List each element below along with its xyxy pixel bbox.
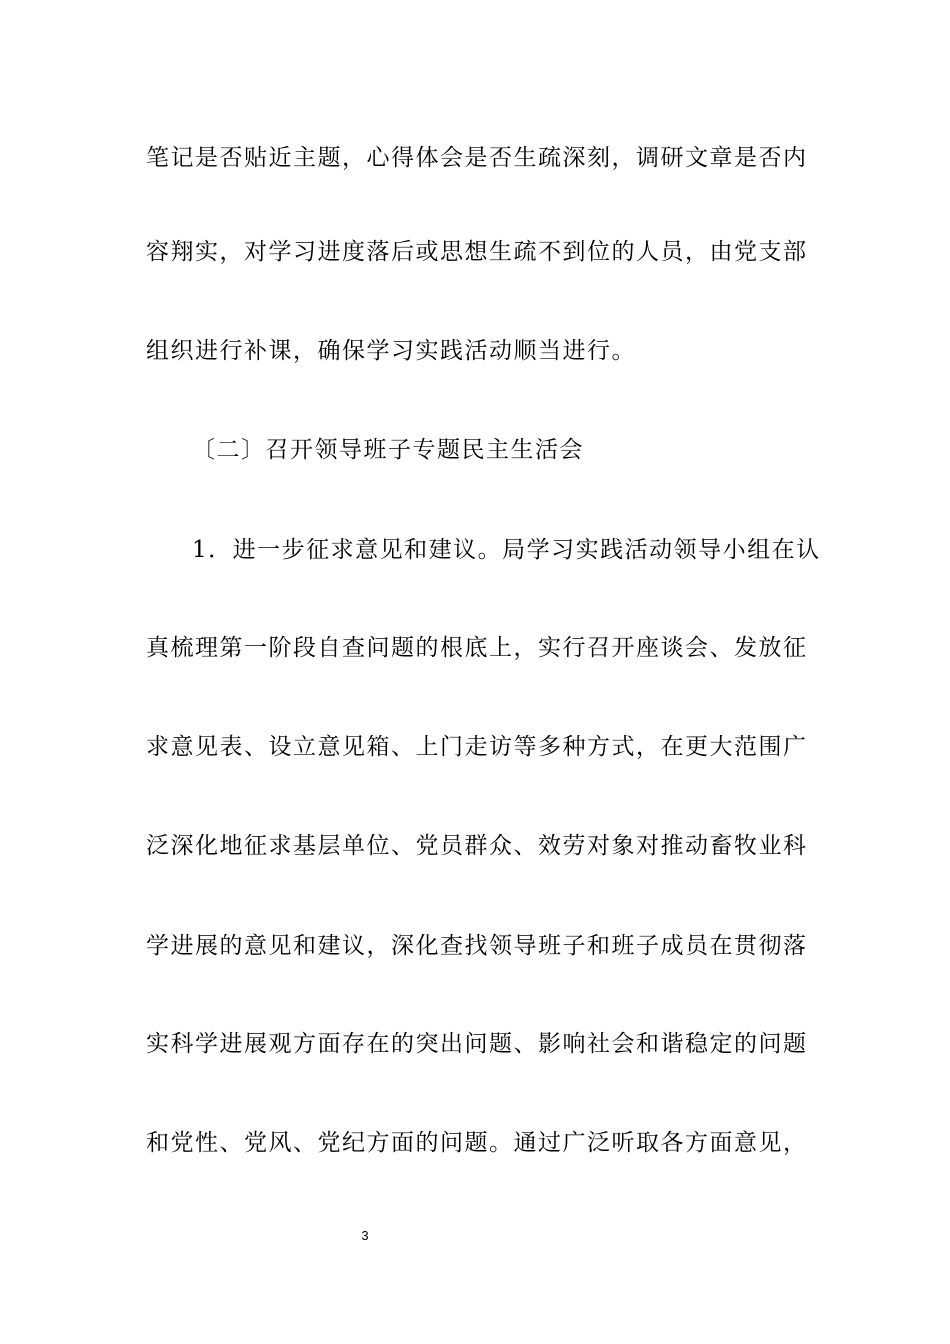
body-text-line: 求意见表、设立意见箱、上门走访等多种方式，在更大范围广 bbox=[146, 734, 808, 760]
body-text-line: 学进展的意见和建议，深化查找领导班子和班子成员在贯彻落 bbox=[146, 933, 808, 959]
body-text-line: 真梳理第一阶段自查问题的根底上，实行召开座谈会、发放征 bbox=[146, 635, 808, 661]
body-text-line: 实科学进展观方面存在的突出问题、影响社会和谐稳定的问题 bbox=[146, 1031, 808, 1057]
body-text-line: 笔记是否贴近主题，心得体会是否生疏深刻，调研文章是否内 bbox=[146, 145, 808, 171]
body-text-line: 泛深化地征求基层单位、党员群众、效劳对象对推动畜牧业科 bbox=[146, 833, 808, 859]
body-text-line: 1．进一步征求意见和建议。局学习实践活动领导小组在认 bbox=[192, 537, 821, 563]
page-number: 3 bbox=[361, 1228, 369, 1243]
section-heading: 〔二〕召开领导班子专题民主生活会 bbox=[192, 437, 584, 463]
body-text-line: 组织进行补课，确保学习实践活动顺当进行。 bbox=[146, 338, 636, 364]
body-text-line: 和党性、党风、党纪方面的问题。通过广泛听取各方面意见， bbox=[146, 1130, 808, 1156]
body-text-line: 容翔实，对学习进度落后或思想生疏不到位的人员，由党支部 bbox=[146, 239, 808, 265]
